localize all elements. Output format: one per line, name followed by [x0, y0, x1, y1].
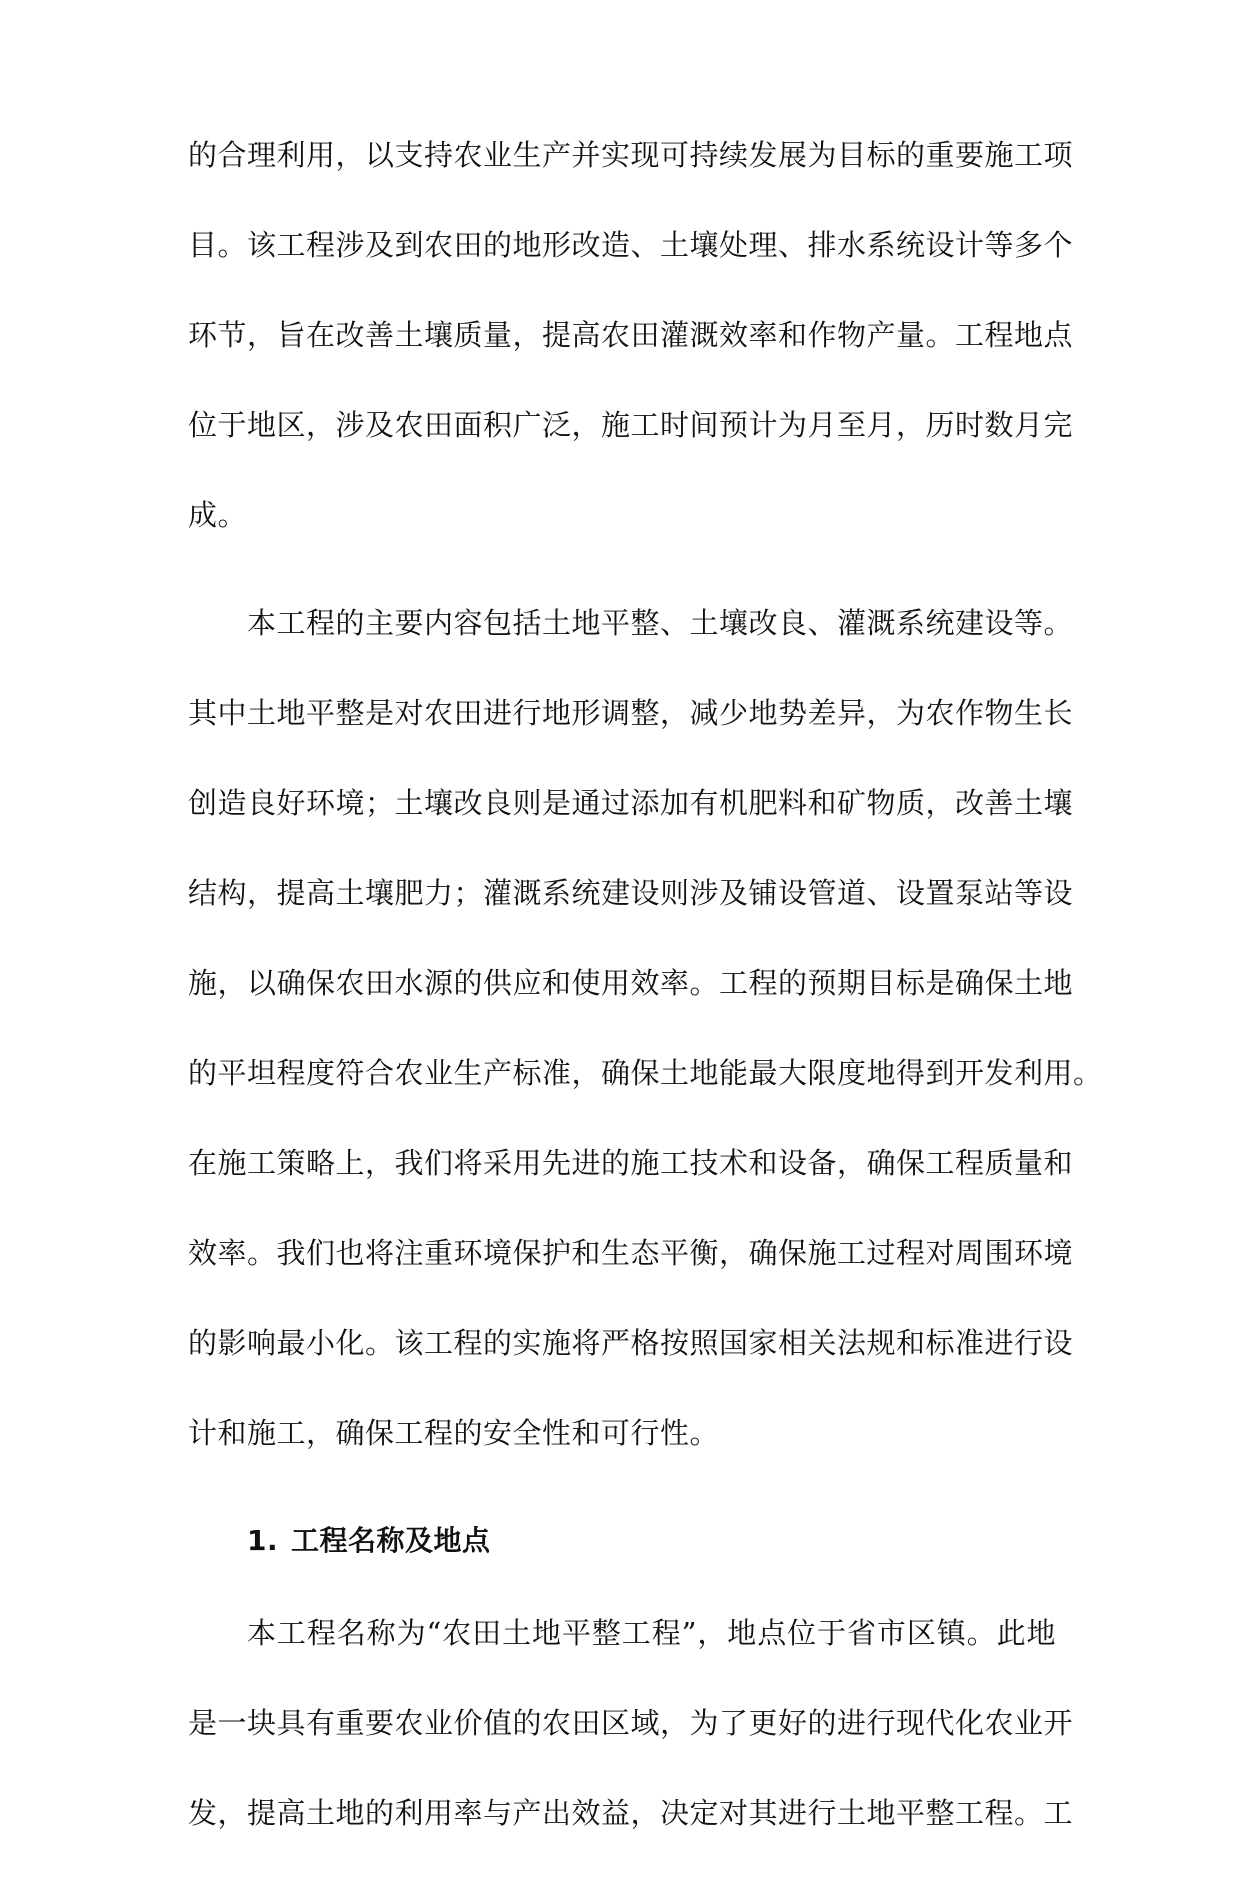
paragraph-2-line-2: 其中土地平整是对农田进行地形调整，减少地势差异，为农作物生长: [188, 696, 1074, 730]
paragraph-3-line-2: 是一块具有重要农业价值的农田区域，为了更好的进行现代化农业开: [188, 1706, 1074, 1740]
paragraph-1-line-5: 成。: [188, 498, 248, 532]
section-title: 工程名称及地点: [291, 1524, 491, 1557]
paragraph-2-line-6: 的平坦程度符合农业生产标准，确保土地能最大限度地得到开发利用。: [188, 1056, 1103, 1090]
paragraph-2-line-9: 的影响最小化。该工程的实施将严格按照国家相关法规和标准进行设: [188, 1326, 1074, 1360]
paragraph-1-line-2: 目。该工程涉及到农田的地形改造、土壤处理、排水系统设计等多个: [188, 228, 1074, 262]
paragraph-3-line-1: 本工程名称为“农田土地平整工程”，地点位于省市区镇。此地: [247, 1616, 1056, 1650]
paragraph-2-line-10: 计和施工，确保工程的安全性和可行性。: [188, 1416, 720, 1450]
section-heading: [188, 1526, 1056, 1556]
paragraph-1-line-4: 位于地区，涉及农田面积广泛，施工时间预计为月至月，历时数月完: [188, 408, 1074, 442]
section-number: 1.: [247, 1524, 279, 1557]
paragraph-1-line-3: 环节，旨在改善土壤质量，提高农田灌溉效率和作物产量。工程地点: [188, 318, 1074, 352]
paragraph-3-line-3: 发，提高土地的利用率与产出效益，决定对其进行土地平整工程。工: [188, 1796, 1074, 1830]
document-body: [188, 138, 1103, 1888]
paragraph-2-line-1: 本工程的主要内容包括土地平整、土壤改良、灌溉系统建设等。: [247, 606, 1074, 640]
paragraph-2-line-5: 施，以确保农田水源的供应和使用效率。工程的预期目标是确保土地: [188, 966, 1074, 1000]
paragraph-2-line-8: 效率。我们也将注重环境保护和生态平衡，确保施工过程对周围环境: [188, 1236, 1074, 1270]
paragraph-2-line-7: 在施工策略上，我们将采用先进的施工技术和设备，确保工程质量和: [188, 1146, 1074, 1180]
paragraph-2-line-4: 结构，提高土壤肥力；灌溉系统建设则涉及铺设管道、设置泵站等设: [188, 876, 1074, 910]
paragraph-2-line-3: 创造良好环境；土壤改良则是通过添加有机肥料和矿物质，改善土壤: [188, 786, 1074, 820]
paragraph-1-line-1: 的合理利用，以支持农业生产并实现可持续发展为目标的重要施工项: [188, 138, 1074, 172]
